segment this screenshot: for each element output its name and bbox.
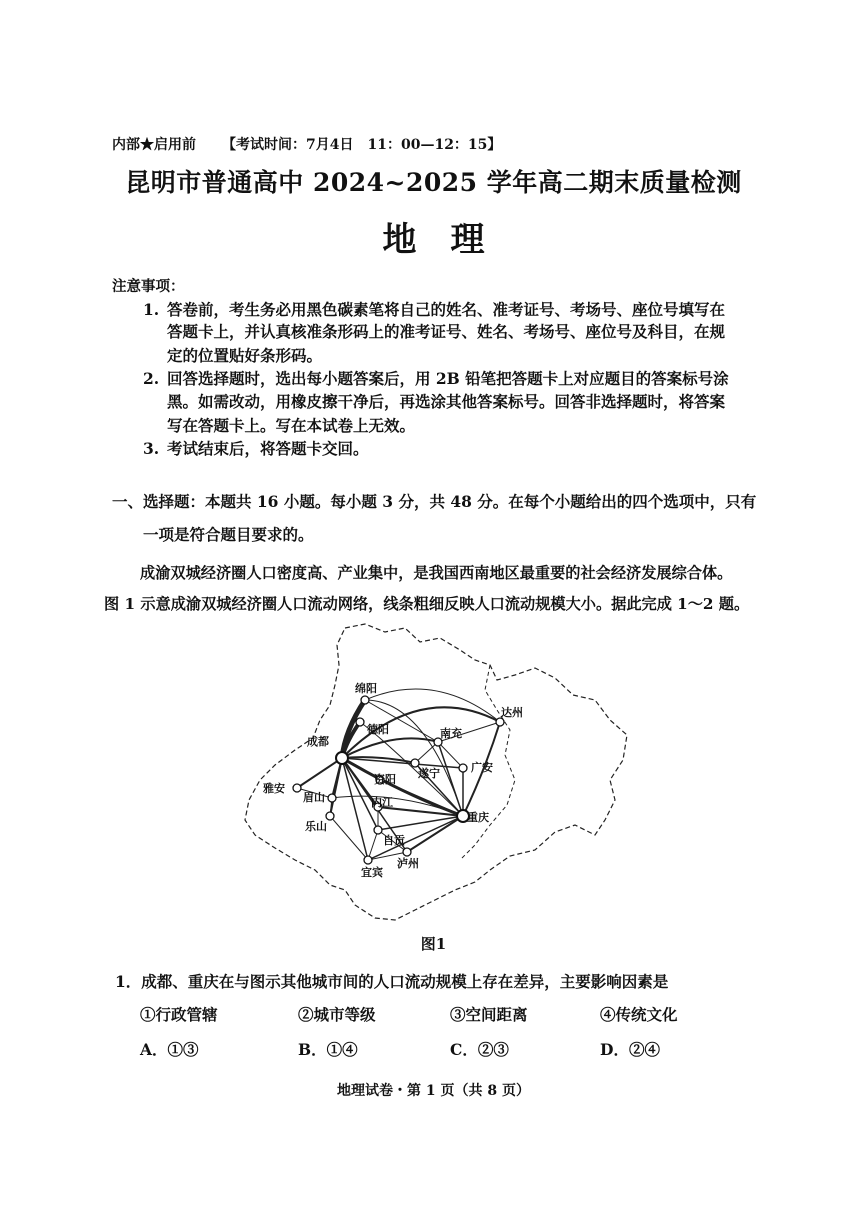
note-line: 回答选择题时，选出每小题答案后，用 2B 铅笔把答题卡上对应题目的答案标号涂: [167, 369, 729, 388]
city-node: [403, 848, 411, 856]
note-line: 写在答题卡上。写在本试卷上无效。: [167, 416, 416, 435]
exam-time: 【考试时间：7月4日 11：00—12：15】: [222, 137, 502, 153]
city-node: [374, 826, 382, 834]
city-label-zigong: 自贡: [383, 834, 405, 847]
passage-line-2: 图 1 示意成渝双城经济圈人口流动网络，线条粗细反映人口流动规模大小。据此完成 1～2 题。: [104, 595, 750, 613]
note-line: 答题卡上，并认真核准条形码上的准考证号、姓名、考场号、座位号及科目，在规: [167, 322, 726, 341]
note-line: 黑。如需改动，用橡皮擦干净后，再选涂其他答案标号。回答非选择题时，将答案: [167, 392, 726, 411]
city-label-suining: 遂宁: [418, 767, 440, 780]
flow-line: [415, 742, 438, 763]
city-label-chongqing: 重庆: [467, 811, 489, 824]
city-node: [356, 718, 364, 726]
note-item-3: [143, 436, 369, 461]
flow-line: [378, 816, 463, 830]
city-label-meishan: 眉山: [303, 791, 325, 804]
note-number: 3.: [143, 439, 160, 458]
flow-line: [365, 689, 500, 722]
map-svg: [235, 620, 635, 925]
city-label-ziyang: 资阳: [374, 773, 396, 786]
city-label-luzhou: 泸州: [397, 857, 419, 870]
city-node: [336, 752, 348, 764]
note-item-1: [143, 297, 725, 322]
notes-heading: 注意事项：: [112, 278, 185, 295]
flow-line: [407, 816, 463, 852]
city-node: [364, 856, 372, 864]
factor-3: ③空间距离: [450, 1005, 528, 1024]
city-node: [328, 794, 336, 802]
exam-title: 昆明市普通高中 2024~2025 学年高二期末质量检测: [125, 168, 742, 197]
choice-d: D．②④: [600, 1040, 660, 1059]
city-label-mianyang: 绵阳: [355, 682, 377, 695]
section-heading: 一、选择题：本题共 16 小题。每小题 3 分，共 48 分。在每个小题给出的四个选项中，只有: [112, 492, 757, 511]
city-label-deyang: 德阳: [367, 723, 389, 736]
section-heading-cont: 一项是符合题目要求的。: [143, 525, 314, 544]
factor-4: ④传统文化: [600, 1005, 678, 1024]
note-number: 2.: [143, 369, 160, 388]
flow-line: [330, 758, 342, 816]
city-node: [293, 784, 301, 792]
city-node: [411, 759, 419, 767]
city-label-neijiang: 内江: [371, 796, 393, 809]
note-line: 定的位置贴好条形码。: [167, 346, 323, 365]
factor-2: ②城市等级: [298, 1005, 376, 1024]
figure-caption: 图1: [420, 935, 447, 953]
city-label-chengdu: 成都: [307, 735, 329, 748]
note-item-2: [143, 366, 729, 391]
city-label-guangan: 广安: [471, 761, 493, 774]
note-line: 答卷前，考生务必用黑色碳素笔将自己的姓名、准考证号、考场号、座位号填写在: [167, 300, 726, 319]
choice-a: A．①③: [140, 1040, 199, 1059]
population-flow-map: [235, 620, 635, 925]
note-number: 1.: [143, 300, 160, 319]
city-label-leshan: 乐山: [305, 820, 327, 833]
city-node: [326, 812, 334, 820]
factor-1: ①行政管辖: [140, 1005, 218, 1024]
city-label-dazhou: 达州: [501, 706, 523, 719]
question-1-stem: 1．成都、重庆在与图示其他城市间的人口流动规模上存在差异，主要影响因素是: [115, 972, 669, 991]
city-label-yaan: 雅安: [263, 782, 285, 795]
note-line: 考试结束后，将答题卡交回。: [167, 439, 369, 458]
city-label-yibin: 宜宾: [361, 866, 383, 879]
choice-c: C．②③: [450, 1040, 509, 1059]
city-node: [496, 718, 504, 726]
city-node: [361, 696, 369, 704]
city-node: [459, 764, 467, 772]
city-label-nanchong: 南充: [440, 727, 462, 740]
subject-title: 地 理: [382, 220, 485, 260]
choice-b: B．①④: [298, 1040, 358, 1059]
page-footer: 地理试卷・第 1 页（共 8 页）: [337, 1083, 530, 1099]
passage-line-1: 成渝双城经济圈人口密度高、产业集中，是我国西南地区最重要的社会经济发展综合体。: [140, 564, 733, 582]
exam-header: [112, 134, 501, 154]
confidential-label: 内部★启用前: [112, 137, 196, 153]
